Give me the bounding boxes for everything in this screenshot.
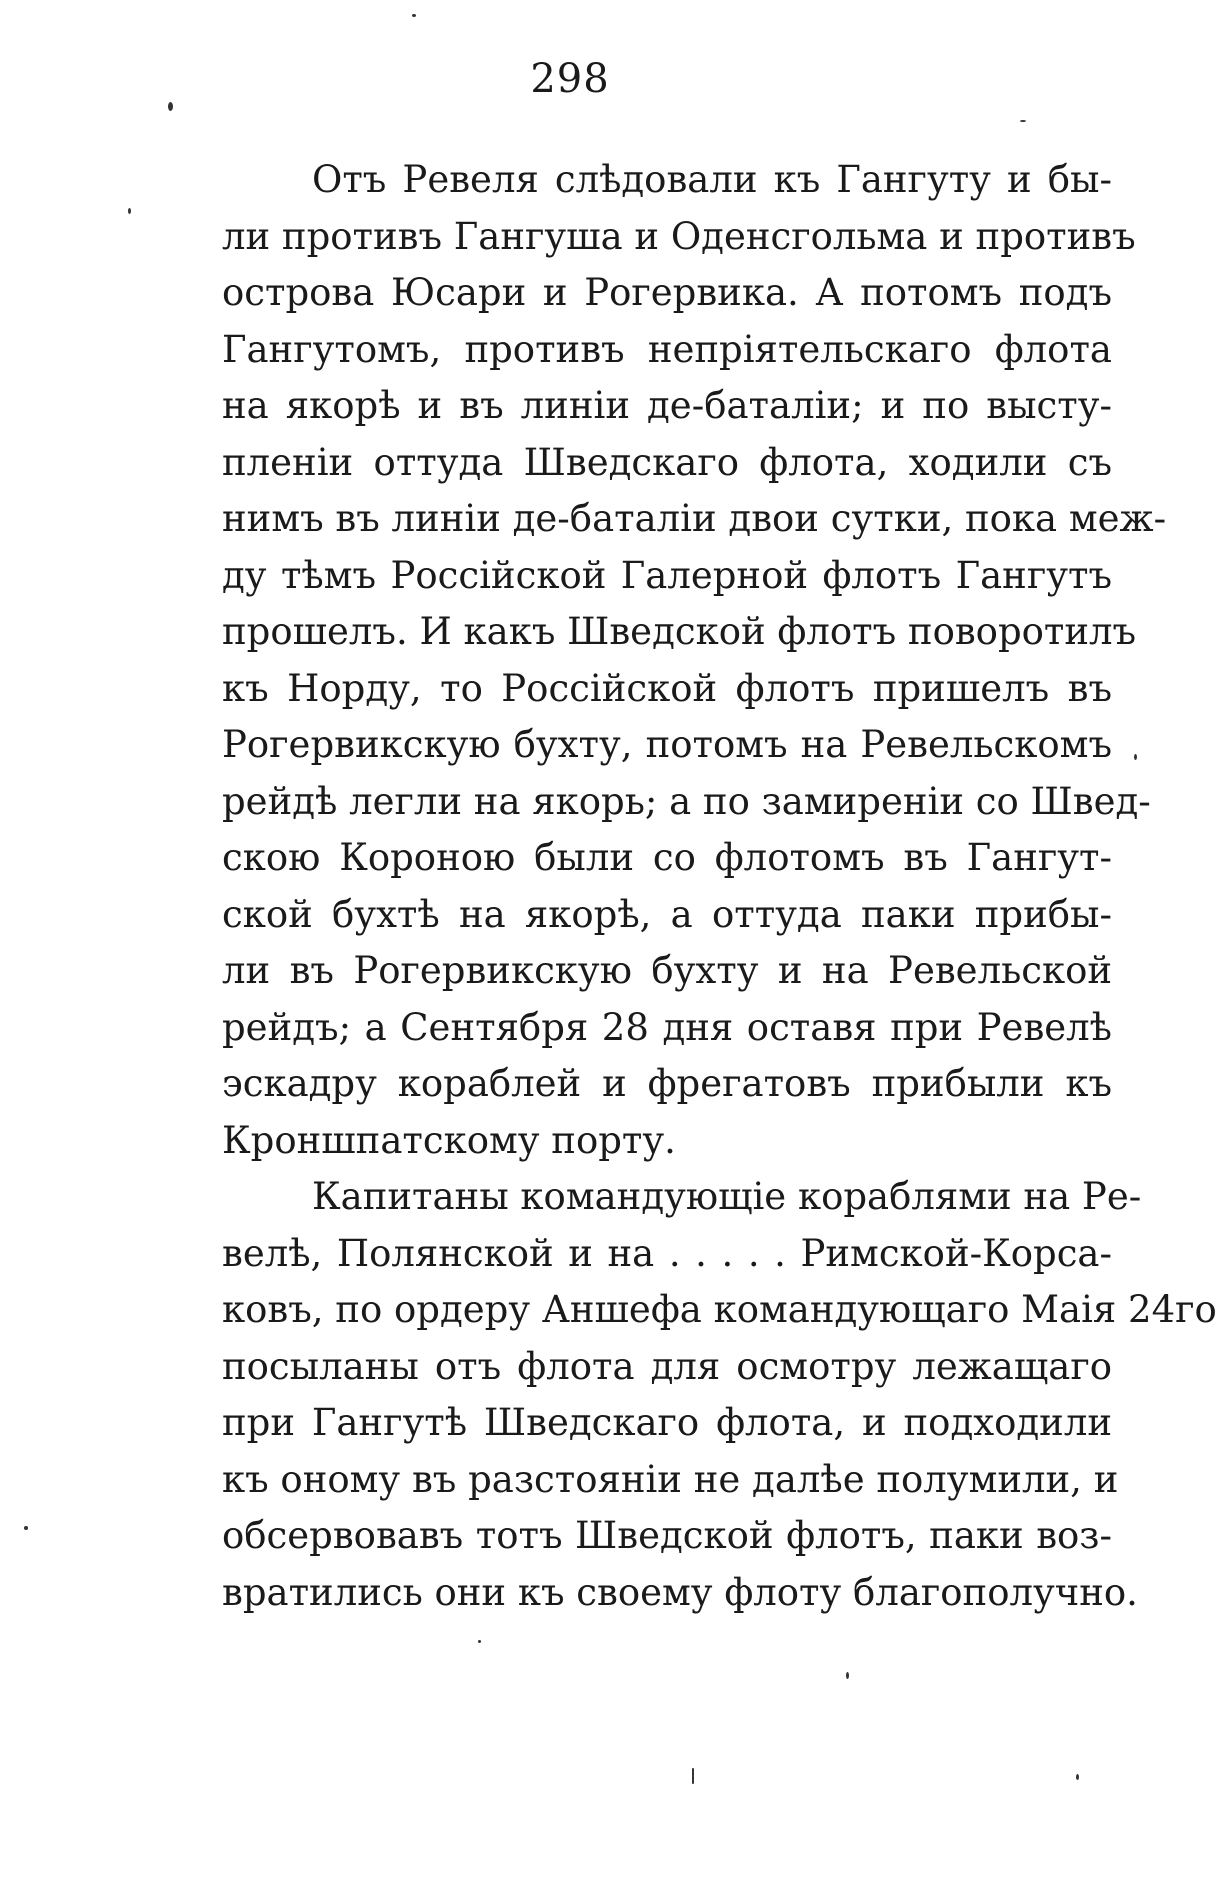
scan-speck xyxy=(24,1526,28,1530)
paragraph xyxy=(222,152,1167,1169)
scan-speck xyxy=(412,14,416,17)
text-line: рейдъ; а Сентября 28 дня оставя при Ревелѣ xyxy=(222,1005,1112,1049)
text-line: къ оному въ разстояніи не далѣе полумили, и xyxy=(222,1457,1119,1501)
text-line: при Гангутѣ Шведскаго флота, и подходили xyxy=(222,1401,1112,1444)
scan-speck xyxy=(1076,1774,1079,1780)
text-line: нимъ въ линіи де-баталіи двои сутки, пока меж- xyxy=(222,497,1167,540)
text-line: рейдѣ легли на якорь; а по замиреніи со Швед- xyxy=(222,779,1151,823)
text-line: ли въ Рогервикскую бухту и на Ревельской xyxy=(222,949,1112,992)
text-line: Капитаны командующіе кораблями на Ре- xyxy=(312,1175,1142,1218)
text-line: ской бухтѣ на якорѣ, а оттуда паки прибы- xyxy=(222,892,1112,936)
text-line: велѣ, Полянской и на . . . . . Римской-Корса- xyxy=(222,1231,1112,1275)
scan-speck xyxy=(846,1672,849,1679)
text-line: посыланы отъ флота для осмотру лежащаго xyxy=(222,1344,1112,1388)
scan-speck xyxy=(692,1768,694,1784)
text-line: Кроншпатскому порту. xyxy=(222,1118,676,1162)
text-line: обсервовавъ тотъ Шведской флотъ, паки воз- xyxy=(222,1514,1112,1557)
text-line: острова Юсари и Рогервика. А потомъ подъ xyxy=(222,271,1112,314)
scan-speck xyxy=(478,1640,481,1643)
text-line: Гангутомъ, противъ непріятельскаго флота xyxy=(222,327,1112,371)
scan-speck xyxy=(1134,754,1137,760)
text-line: ковъ, по ордеру Аншефа командующаго Маія 24го xyxy=(222,1288,1217,1331)
paragraph xyxy=(222,1169,1217,1621)
text-line: эскадру кораблей и фрегатовъ прибыли къ xyxy=(222,1062,1112,1105)
text-line: ду тѣмъ Россійской Галерной флотъ Гангутъ xyxy=(222,553,1112,597)
text-line: прошелъ. И какъ Шведской флотъ поворотилъ xyxy=(222,610,1137,653)
text-line: пленіи оттуда Шведскаго флота, ходили съ xyxy=(222,440,1112,484)
scan-speck xyxy=(168,102,173,111)
text-line: на якорѣ и въ линіи де-баталіи; и по высту- xyxy=(222,384,1112,427)
text-line: къ Норду, то Россійской флотъ пришелъ въ xyxy=(222,666,1112,710)
body-text xyxy=(222,152,1217,1621)
page-number: 298 xyxy=(530,56,610,102)
text-line: вратились они къ своему флоту благополучно. xyxy=(222,1570,1138,1614)
text-line: ли противъ Гангуша и Оденсгольма и противъ xyxy=(222,214,1136,258)
scan-speck xyxy=(128,208,131,214)
text-line: Рогервикскую бухту, потомъ на Ревельскомъ xyxy=(222,723,1112,766)
text-line: скою Короною были со флотомъ въ Гангут- xyxy=(222,836,1112,879)
text-line: Отъ Ревеля слѣдовали къ Гангуту и бы- xyxy=(312,158,1112,201)
scan-speck xyxy=(1020,120,1026,122)
